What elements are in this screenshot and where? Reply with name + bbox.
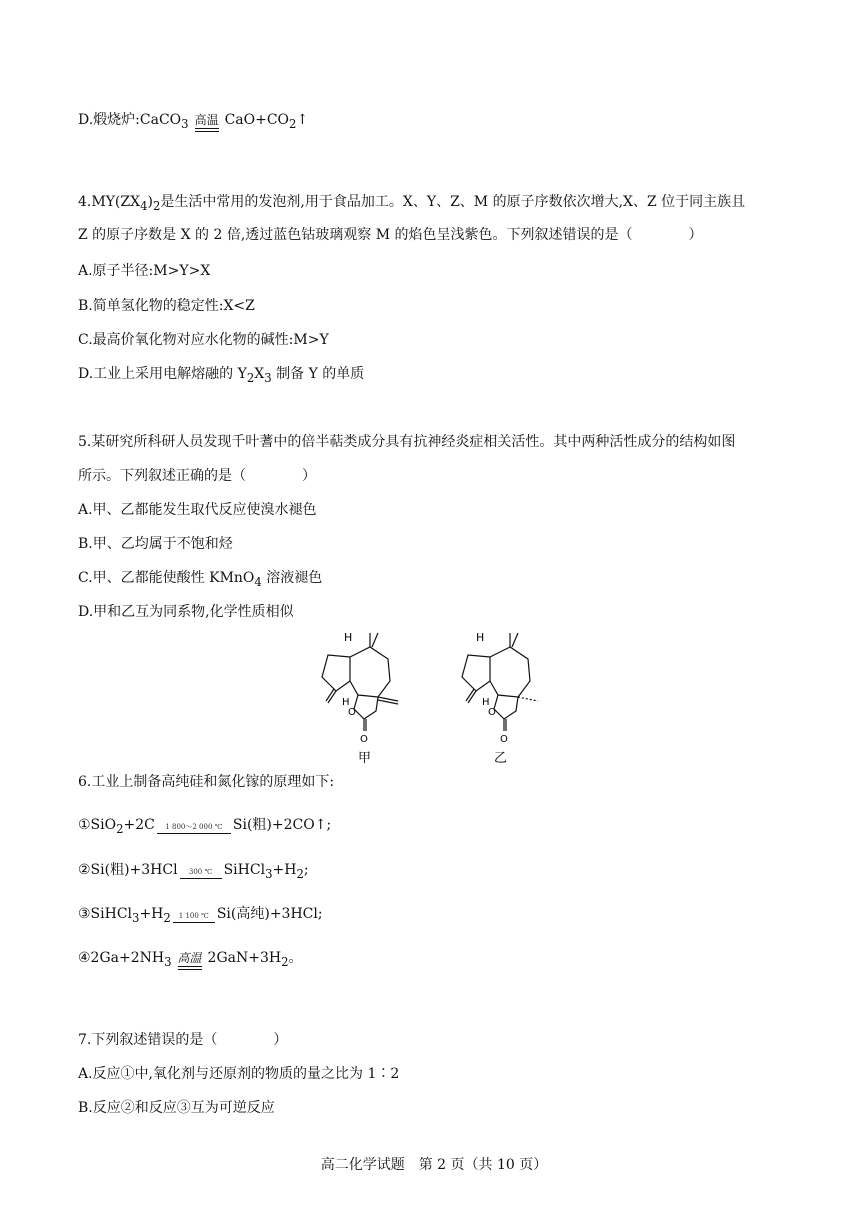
atom-h-top: H [476,631,485,644]
label-jia: 甲 [358,751,372,765]
q4-stem-line2: Z 的原子序数是 X 的 2 倍,透过蓝色钴玻璃观察 M 的焰色呈浅紫色。下列叙述错误的是（ ） [78,227,703,243]
atom-h-bottom: H [482,697,490,708]
q5-option-b: B.甲、乙均属于不饱和烃 [78,536,233,552]
q5-stem-line2: 所示。下列叙述正确的是（ ） [78,468,316,484]
atom-h-top: H [344,631,353,644]
q7-option-b: B.反应②和反应③互为可逆反应 [78,1100,275,1116]
q6-reaction-3: $③SiHCl_3+H_2$ 1 100 ℃ Si(高纯)+3HCl; [78,906,323,925]
q5-option-c: C.甲、乙都能使酸性 KMnO$_4$ 溶液褪色 [78,570,323,589]
q5-option-d: D.甲和乙互为同系物,化学性质相似 [78,604,294,620]
structure-jia [310,625,420,765]
q7-stem: 7.下列叙述错误的是（ ） [78,1032,288,1048]
q5-stem-line1: 5.某研究所科研人员发现千叶蓍中的倍半萜类成分具有抗神经炎症相关活性。其中两种活性成分的结构如图 [78,434,736,450]
q7-option-a: A.反应①中,氧化剂与还原剂的物质的量之比为 1∶2 [78,1066,400,1082]
structure-yi [450,625,560,765]
condition-high-temp: 高温 [195,113,219,132]
q4-option-a: A.原子半径:M>Y>X [78,263,211,279]
atom-o-carbonyl: O [360,734,368,745]
page-footer: 高二化学试题 第 2 页（共 10 页） [320,1157,548,1173]
q4-option-c: C.最高价氧化物对应水化物的碱性:M>Y [78,332,329,348]
q5-option-a: A.甲、乙都能发生取代反应使溴水褪色 [78,502,317,518]
condition-high-temp: 高温 [178,951,202,970]
atom-o-ring: O [348,707,356,718]
q4-option-b: B.简单氢化物的稳定性:X<Z [78,298,255,314]
q6-reaction-1: ①SiO$_2$+2C 1 800～2 000 ℃ Si(粗)+2CO↑; [78,817,332,836]
q4-option-d: D.工业上采用电解熔融的 $Y_2X_3$ 制备 Y 的单质 [78,366,365,385]
q6-reaction-4: $④2Ga+2NH_3$ 高温 $2GaN+3H_2$。 [78,950,303,969]
atom-o-carbonyl: O [500,734,508,745]
atom-h-bottom: H [342,697,350,708]
q4-stem-line1: $4.MY(ZX_4)_2$是生活中常用的发泡剂,用于食品加工。X、Y、Z、M 的原子序数依次增大,X、Z 位于同主族且 [78,194,746,213]
q6-reaction-2: ②Si(粗)+3HCl 300 ℃ $SiHCl_3+H_2$; [78,862,309,881]
q6-stem: 6.工业上制备高纯硅和氮化镓的原理如下: [78,774,335,790]
q3-option-d: D.煅烧炉:CaCO$_3$ 高温 $CaO+CO_2↑$ [78,112,309,131]
atom-o-ring: O [488,707,496,718]
label-yi: 乙 [494,751,508,765]
